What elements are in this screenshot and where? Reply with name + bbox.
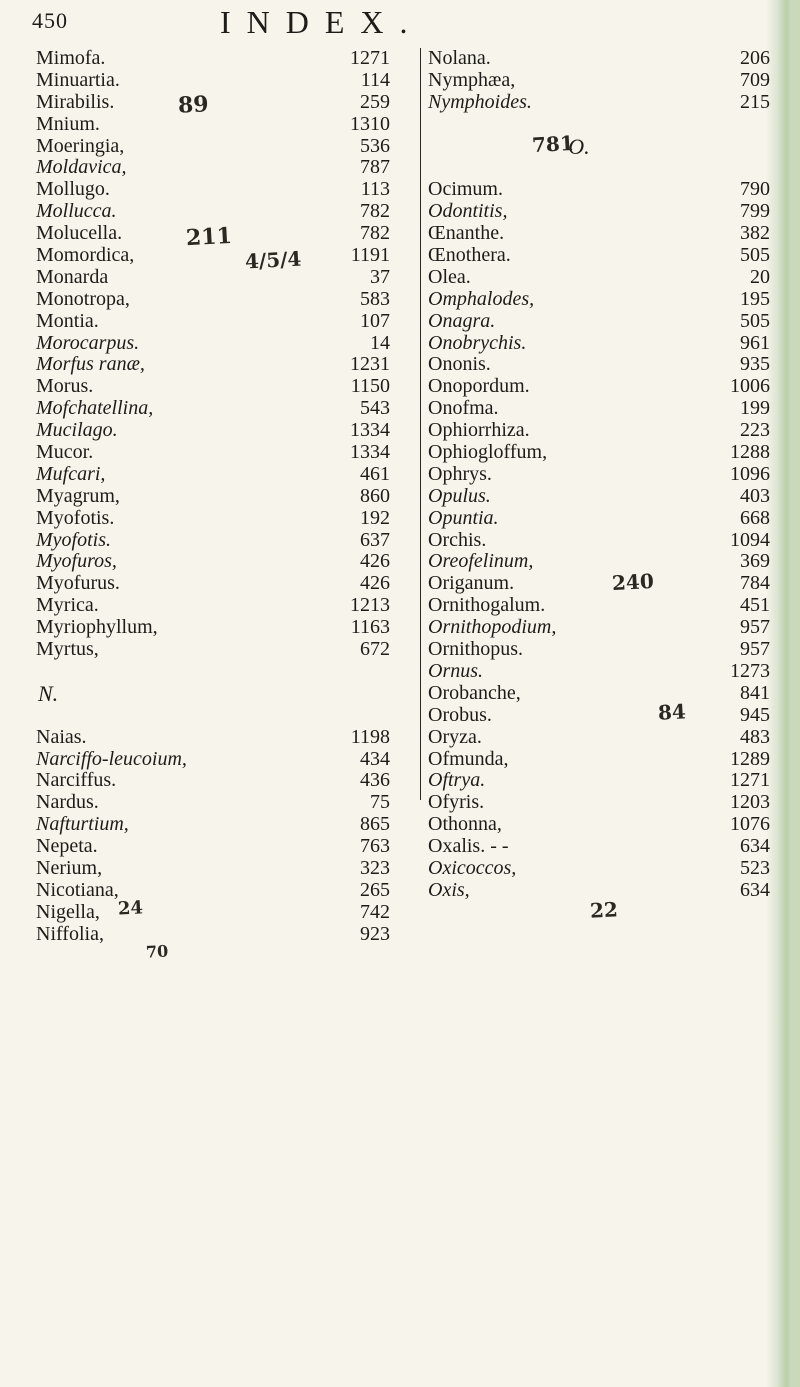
entry-name: Myrica.: [36, 594, 99, 617]
index-entry: [36, 814, 416, 836]
index-entry: [36, 398, 416, 420]
entry-page: 1163: [350, 616, 390, 639]
index-entry: [36, 92, 416, 114]
entry-name: Mnium.: [36, 112, 100, 135]
handwritten-note: 22: [589, 897, 619, 923]
section-letter-label: O.: [568, 133, 590, 159]
index-entry: [36, 749, 416, 771]
index-entry: [36, 333, 416, 355]
entry-page: 784: [740, 572, 770, 595]
index-entry: [36, 508, 416, 530]
index-entry: [428, 201, 770, 223]
entry-name: Orobanche,: [428, 681, 521, 704]
entry-name: Mimofa.: [36, 47, 106, 69]
entry-page: 782: [360, 222, 390, 245]
entry-name: Naias.: [36, 725, 87, 748]
index-entry: [428, 92, 770, 114]
entry-name: Myofotis.: [36, 506, 115, 529]
entry-name: Myagrum,: [36, 484, 120, 507]
index-entry: [428, 376, 770, 398]
index-entry: [36, 354, 416, 376]
entry-page: 1310: [350, 112, 390, 135]
index-entry: [428, 727, 770, 749]
entry-page: 860: [360, 484, 390, 507]
entry-page: 403: [740, 484, 770, 507]
entry-name: Myofuros,: [36, 550, 117, 573]
entry-page: 426: [360, 572, 390, 595]
entry-name: Oxis,: [428, 878, 470, 901]
page-heading: INDEX.: [220, 4, 424, 40]
index-entry: [36, 311, 416, 333]
entry-page: 107: [360, 309, 390, 332]
entry-name: Mirabilis.: [36, 90, 115, 113]
entry-page: 763: [360, 835, 390, 858]
entry-name: Opulus.: [428, 484, 491, 507]
section-letter-label: N.: [38, 680, 59, 706]
index-entry: [36, 486, 416, 508]
entry-name: Myofotis.: [36, 528, 111, 551]
entry-name: Nolana.: [428, 47, 491, 69]
section-letter: [428, 133, 770, 159]
entry-page: 945: [740, 703, 770, 726]
entry-page: 1271: [350, 47, 390, 69]
entry-name: Momordica,: [36, 244, 135, 267]
entry-page: 114: [360, 68, 390, 91]
entry-name: Myrtus,: [36, 638, 99, 661]
handwritten-note: 24: [117, 897, 144, 920]
entry-page: 1006: [730, 375, 770, 398]
index-entry: [36, 420, 416, 442]
entry-name: Ophiogloffum,: [428, 441, 548, 464]
entry-page: 113: [360, 178, 390, 201]
entry-page: 223: [740, 419, 770, 442]
entry-name: Oxicoccos,: [428, 856, 517, 879]
index-entry: [36, 573, 416, 595]
entry-name: Oftrya.: [428, 769, 486, 792]
spacer: [428, 114, 770, 136]
entry-name: Ocimum.: [428, 178, 503, 201]
entry-page: 923: [360, 922, 390, 945]
index-entry: [428, 442, 770, 464]
entry-page: 195: [740, 287, 770, 310]
entry-name: Myriophyllum,: [36, 616, 158, 639]
entry-name: Nymphoides.: [428, 90, 532, 113]
entry-name: Ornithopodium,: [428, 616, 557, 639]
index-entry: [428, 420, 770, 442]
index-entry: [428, 223, 770, 245]
index-entry: [428, 508, 770, 530]
index-entry: [36, 157, 416, 179]
index-entry: [428, 661, 770, 683]
entry-name: Mofchatellina,: [36, 397, 154, 420]
index-entry: [428, 245, 770, 267]
entry-name: Orchis.: [428, 528, 487, 551]
entry-page: 790: [740, 178, 770, 201]
entry-name: Oryza.: [428, 725, 482, 748]
handwritten-note: 70: [145, 941, 169, 962]
entry-page: 323: [360, 856, 390, 879]
entry-page: 505: [740, 309, 770, 332]
entry-page: 637: [360, 528, 390, 551]
index-entry: [36, 114, 416, 136]
entry-page: 1231: [350, 353, 390, 376]
entry-name: Niffolia,: [36, 922, 104, 945]
entry-page: 215: [740, 90, 770, 113]
entry-name: Oxalis. - -: [428, 835, 509, 858]
spacer: [428, 157, 770, 179]
index-entry: [36, 464, 416, 486]
entry-page: 536: [360, 134, 390, 157]
index-entry: [428, 333, 770, 355]
entry-name: Ornithogalum.: [428, 594, 546, 617]
entry-name: Ofmunda,: [428, 747, 509, 770]
index-entry: [36, 201, 416, 223]
entry-name: Ofyris.: [428, 791, 485, 814]
entry-page: 1203: [730, 791, 770, 814]
index-entry: [428, 683, 770, 705]
entry-name: Morus.: [36, 375, 94, 398]
entry-name: Onagra.: [428, 309, 496, 332]
entry-page: 451: [740, 594, 770, 617]
entry-page: 483: [740, 725, 770, 748]
index-entry: [36, 902, 416, 924]
page-edge-binding: [790, 0, 800, 1387]
entry-page: 1273: [730, 659, 770, 682]
entry-name: Omphalodes,: [428, 287, 535, 310]
entry-name: Opuntia.: [428, 506, 499, 529]
index-entry: [428, 486, 770, 508]
index-entry: [36, 858, 416, 880]
entry-page: 426: [360, 550, 390, 573]
entry-page: 799: [740, 200, 770, 223]
entry-name: Mucor.: [36, 441, 94, 464]
entry-page: 265: [360, 878, 390, 901]
entry-page: 1198: [350, 725, 390, 748]
index-entry: [36, 880, 416, 902]
index-entry: [36, 442, 416, 464]
entry-page: 668: [740, 506, 770, 529]
entry-page: 935: [740, 353, 770, 376]
index-entry: [428, 48, 770, 70]
index-entry: [36, 70, 416, 92]
index-entry: [428, 770, 770, 792]
entry-page: 436: [360, 769, 390, 792]
entry-page: 543: [360, 397, 390, 420]
entry-page: 957: [740, 616, 770, 639]
entry-page: 1191: [350, 244, 390, 267]
entry-name: Ophrys.: [428, 462, 492, 485]
section-letter: [36, 680, 416, 706]
entry-page: 634: [740, 835, 770, 858]
entry-page: 505: [740, 244, 770, 267]
left-index-column: [36, 48, 416, 946]
index-entry: [428, 398, 770, 420]
index-entry: [428, 464, 770, 486]
index-entry: [36, 48, 416, 70]
entry-page: 20: [750, 265, 770, 288]
entry-name: Othonna,: [428, 813, 502, 836]
entry-name: Molucella.: [36, 222, 123, 245]
index-entry: [428, 617, 770, 639]
index-entry: [36, 267, 416, 289]
index-entry: [428, 267, 770, 289]
entry-page: 742: [360, 900, 390, 923]
index-entry: [36, 836, 416, 858]
entry-name: Onofma.: [428, 397, 499, 420]
entry-name: Myofurus.: [36, 572, 120, 595]
entry-page: 199: [740, 397, 770, 420]
entry-name: Orobus.: [428, 703, 492, 726]
entry-name: Nigella,: [36, 900, 100, 923]
index-entry: [428, 858, 770, 880]
page-number: 450: [32, 8, 68, 33]
entry-page: 782: [360, 200, 390, 223]
index-entry: [428, 289, 770, 311]
entry-page: 75: [370, 791, 390, 814]
entry-name: Narciffo-leucoium,: [36, 747, 187, 770]
handwritten-note: 89: [177, 91, 210, 119]
entry-page: 523: [740, 856, 770, 879]
entry-name: Œnothera.: [428, 244, 511, 267]
index-entry: [36, 639, 416, 661]
entry-page: 1213: [350, 594, 390, 617]
entry-name: Œnanthe.: [428, 222, 505, 245]
index-entry: [428, 530, 770, 552]
index-entry: [36, 595, 416, 617]
entry-name: Moldavica,: [36, 156, 127, 179]
index-entry: [428, 70, 770, 92]
index-entry: [36, 530, 416, 552]
index-entry: [428, 792, 770, 814]
entry-page: 709: [740, 68, 770, 91]
index-entry: [36, 376, 416, 398]
handwritten-note: 240: [611, 568, 655, 596]
index-entry: [428, 354, 770, 376]
entry-page: 434: [360, 747, 390, 770]
index-entry: [428, 705, 770, 727]
entry-page: 461: [360, 462, 390, 485]
entry-page: 369: [740, 550, 770, 573]
entry-name: Mufcari,: [36, 462, 106, 485]
index-entry: [428, 639, 770, 661]
entry-page: 1096: [730, 462, 770, 485]
entry-name: Ornus.: [428, 659, 484, 682]
entry-page: 957: [740, 638, 770, 661]
index-entry: [428, 311, 770, 333]
index-entry: [428, 836, 770, 858]
entry-name: Minuartia.: [36, 68, 120, 91]
handwritten-note: 781: [531, 130, 575, 158]
entry-page: 1288: [730, 441, 770, 464]
entry-name: Olea.: [428, 265, 471, 288]
entry-page: 1334: [350, 441, 390, 464]
entry-name: Montia.: [36, 309, 99, 332]
index-entry: [36, 179, 416, 201]
index-entry: [36, 770, 416, 792]
index-entry: [36, 551, 416, 573]
entry-page: 259: [360, 90, 390, 113]
handwritten-note: 211: [185, 222, 233, 252]
index-entry: [428, 749, 770, 771]
index-entry: [36, 289, 416, 311]
entry-page: 37: [370, 265, 390, 288]
entry-page: 382: [740, 222, 770, 245]
entry-name: Moeringia,: [36, 134, 125, 157]
entry-name: Origanum.: [428, 572, 515, 595]
spacer: [36, 661, 416, 683]
entry-name: Mollucca.: [36, 200, 117, 223]
entry-page: 1271: [730, 769, 770, 792]
entry-name: Nymphæa,: [428, 68, 516, 91]
entry-page: 787: [360, 156, 390, 179]
entry-name: Morocarpus.: [36, 331, 140, 354]
entry-page: 1094: [730, 528, 770, 551]
entry-name: Oreofelinum,: [428, 550, 534, 573]
index-entry: [36, 924, 416, 946]
entry-name: Narciffus.: [36, 769, 117, 792]
entry-name: Monarda: [36, 265, 109, 288]
column-divider: [420, 48, 421, 800]
index-entry: [36, 727, 416, 749]
entry-page: 961: [740, 331, 770, 354]
entry-page: 1076: [730, 813, 770, 836]
index-entry: [428, 814, 770, 836]
entry-name: Onopordum.: [428, 375, 530, 398]
spacer: [36, 705, 416, 727]
index-entry: [36, 617, 416, 639]
entry-name: Odontitis,: [428, 200, 508, 223]
entry-page: 841: [740, 681, 770, 704]
handwritten-note: 84: [657, 699, 687, 725]
entry-name: Morfus ranæ,: [36, 353, 145, 376]
index-entry: [428, 595, 770, 617]
entry-page: 865: [360, 813, 390, 836]
entry-page: 206: [740, 47, 770, 69]
entry-page: 1289: [730, 747, 770, 770]
right-index-column: [428, 48, 770, 902]
index-entry: [36, 136, 416, 158]
entry-name: Mollugo.: [36, 178, 110, 201]
index-entry: [36, 792, 416, 814]
entry-name: Ophiorrhiza.: [428, 419, 530, 442]
entry-name: Nafturtium,: [36, 813, 129, 836]
entry-name: Ornithopus.: [428, 638, 523, 661]
entry-name: Nardus.: [36, 791, 99, 814]
entry-name: Ononis.: [428, 353, 491, 376]
index-entry: [428, 179, 770, 201]
entry-page: 583: [360, 287, 390, 310]
index-entry: [428, 551, 770, 573]
entry-page: 1334: [350, 419, 390, 442]
entry-page: 14: [370, 331, 390, 354]
entry-name: Nicotiana,: [36, 878, 119, 901]
entry-name: Monotropa,: [36, 287, 130, 310]
entry-page: 634: [740, 878, 770, 901]
entry-page: 192: [360, 506, 390, 529]
entry-name: Nepeta.: [36, 835, 98, 858]
entry-name: Onobrychis.: [428, 331, 527, 354]
entry-name: Nerium,: [36, 856, 103, 879]
entry-page: 672: [360, 638, 390, 661]
index-entry: [428, 573, 770, 595]
entry-page: 1150: [350, 375, 390, 398]
entry-name: Mucilago.: [36, 419, 118, 442]
handwritten-note: 4/5/4: [244, 246, 302, 274]
